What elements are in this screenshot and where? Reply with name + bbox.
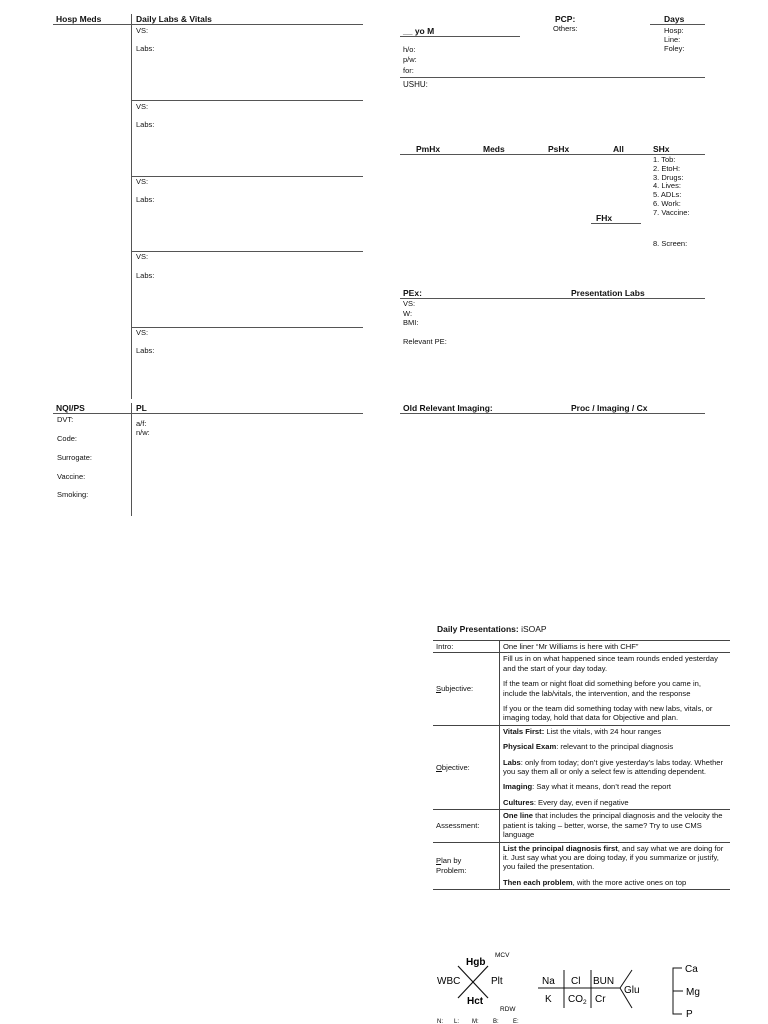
others-label: Others: — [553, 24, 578, 33]
code-label: Code: — [57, 434, 78, 443]
pl-header: PL — [136, 403, 147, 413]
header-rule — [53, 24, 363, 25]
meds-header: Meds — [483, 144, 505, 154]
shx-screen: 8. Screen: — [653, 239, 688, 248]
relevant-pe-label: Relevant PE: — [403, 337, 447, 346]
plan-label-line1: Plan by — [436, 856, 462, 866]
cultures-text: : Every day, even if negative — [533, 797, 629, 807]
presentation-labs-header: Presentation Labs — [571, 288, 645, 298]
table-row-intro — [433, 641, 730, 653]
diff-b: B: — [493, 1019, 499, 1024]
objective-label: Objective: — [433, 725, 500, 809]
glu-label: Glu — [624, 985, 640, 996]
day-divider-1 — [131, 100, 363, 101]
isoap-title — [437, 624, 547, 634]
plan-p2 — [503, 878, 727, 887]
af-label: a/f: — [136, 419, 147, 428]
table-row-plan — [433, 842, 730, 890]
shx-header: SHx — [653, 144, 670, 154]
isoap-title-rest: iSOAP — [518, 624, 547, 634]
pex-header: PEx: — [403, 288, 422, 298]
labs-label-day4: Labs: — [136, 271, 155, 280]
hct-label: Hct — [467, 996, 484, 1007]
intro-text: One liner “Mr Williams is here with CHF” — [500, 641, 731, 653]
labs-text: : only from today; don’t give yesterday’s labs today. Whether you say them all or only a select few is attending dependent. — [503, 757, 724, 777]
labs-label-day3: Labs: — [136, 195, 155, 204]
diff-n: N: — [437, 1019, 443, 1024]
one-line-bold: One line — [503, 811, 533, 821]
assessment-cell — [500, 810, 731, 842]
nqi-rule — [53, 413, 363, 414]
p-label: P — [686, 1009, 693, 1020]
labs-label-day5: Labs: — [136, 346, 155, 355]
shx-work: 6. Work: — [653, 198, 681, 208]
for-label: for: — [403, 66, 414, 75]
cl-label: Cl — [571, 976, 581, 987]
each-problem-bold: Then each problem — [503, 877, 573, 887]
k-label: K — [545, 994, 552, 1005]
pcp-header: PCP: — [555, 14, 576, 24]
pshx-header: PsHx — [548, 144, 570, 154]
cr-label: Cr — [595, 994, 606, 1005]
daily-labs-vitals-header: Daily Labs & Vitals — [136, 14, 212, 24]
plan-label — [433, 842, 500, 890]
labs-bold: Labs — [503, 757, 521, 767]
day-divider-2 — [131, 176, 363, 177]
principal-dx-bold: List the principal diagnosis first — [503, 843, 618, 853]
subjective-p3: If you or the team did something today with new labs, vitals, or imaging today, hold that data for Objective and plan. — [503, 704, 713, 723]
vs-label-day3: VS: — [136, 177, 149, 186]
rdw-label: RDW — [500, 1006, 516, 1013]
pw-label: p/w: — [403, 55, 417, 64]
imaging-rule — [400, 413, 705, 414]
days-foley: Foley: — [664, 44, 685, 53]
objective-labs — [503, 758, 727, 777]
imaging-bold: Imaging — [503, 782, 533, 792]
plan-label-line2: Problem: — [436, 865, 467, 875]
labs-label-day2: Labs: — [136, 120, 155, 129]
pmhx-header: PmHx — [416, 144, 441, 154]
principal-dx-text: , and say what we are doing for it. Just say what you are doing today, if you summarize or justify, you failed the presentation. — [503, 843, 724, 872]
table-row-assessment — [433, 810, 730, 842]
diff-e: E: — [513, 1019, 519, 1024]
imaging-text: : Say what it means, don’t read the report — [532, 782, 671, 792]
plan-p1 — [503, 844, 727, 872]
days-rule — [650, 24, 705, 25]
pex-bmi: BMI: — [403, 318, 419, 327]
shx-list — [653, 156, 690, 218]
objective-vitals — [503, 727, 727, 736]
diff-m: M: — [472, 1019, 479, 1024]
lab-fishbone-diagrams — [430, 948, 730, 1024]
hosp-meds-header: Hosp Meds — [56, 14, 102, 24]
hgb-label: Hgb — [466, 957, 486, 968]
days-header: Days — [664, 14, 685, 24]
vs-label-day1: VS: — [136, 26, 149, 35]
day-divider-4 — [131, 327, 363, 328]
pex-rule — [400, 298, 705, 299]
shx-vaccine: 7. Vaccine: — [653, 207, 690, 217]
hpi-rule — [400, 77, 705, 78]
isoap-table — [433, 640, 730, 890]
wbc-label: WBC — [437, 976, 461, 987]
nw-label: n/w: — [136, 428, 150, 437]
ca-label: Ca — [685, 964, 698, 975]
isoap-title-bold: Daily Presentations: — [437, 624, 519, 634]
column-divider — [131, 14, 132, 399]
mg-label: Mg — [686, 987, 700, 998]
subjective-label: Subjective: — [433, 653, 500, 725]
nqi-column-divider — [131, 403, 132, 516]
days-hosp: Hosp: — [664, 26, 684, 35]
old-imaging-header: Old Relevant Imaging: — [403, 403, 493, 413]
shx-drugs: 3. Drugs: — [653, 172, 684, 182]
vs-label-day2: VS: — [136, 102, 149, 111]
vitals-first-text: List the vitals, with 24 hour ranges — [544, 726, 662, 736]
shx-etoh: 2. EtoH: — [653, 163, 681, 173]
each-problem-text: , with the more active ones on top — [572, 877, 687, 887]
age-sex-field: __ yo M — [403, 26, 435, 36]
co2-label: $CO_2$ — [568, 994, 587, 1006]
vs-label-day4: VS: — [136, 252, 149, 261]
one-line-text: that includes the principal diagnosis and the velocity the patient is taking – better, worse, the same? Try to use CMS language — [503, 811, 723, 840]
objective-cultures — [503, 798, 727, 807]
day-divider-3 — [131, 251, 363, 252]
nqi-ps-header: NQI/PS — [56, 403, 85, 413]
dvt-label: DVT: — [57, 415, 74, 424]
physical-exam-bold: Physical Exam — [503, 742, 557, 752]
labs-label-day1: Labs: — [136, 44, 155, 53]
subjective-p1: Fill us in on what happened since team rounds ended yesterday and the start of your day today. — [503, 654, 718, 673]
objective-cell — [500, 725, 731, 809]
days-line: Line: — [664, 35, 681, 44]
surrogate-label: Surrogate: — [57, 453, 93, 462]
pex-weight: W: — [403, 309, 413, 318]
allergies-header: All — [613, 144, 624, 154]
objective-imaging — [503, 782, 727, 791]
cultures-bold: Cultures — [503, 797, 534, 807]
plt-label: Plt — [491, 976, 503, 987]
assessment-text — [503, 811, 727, 839]
fhx-rule — [591, 223, 641, 224]
proc-imaging-header: Proc / Imaging / Cx — [571, 403, 648, 413]
fhx-header: FHx — [596, 213, 613, 223]
intro-label: Intro: — [433, 641, 500, 653]
ushu-label: USHU: — [403, 80, 428, 89]
ho-label: h/o: — [403, 45, 416, 54]
diff-l: L: — [454, 1019, 460, 1024]
table-row-objective — [433, 725, 730, 809]
shx-adls: 5. ADLs: — [653, 190, 682, 200]
na-label: Na — [542, 976, 555, 987]
assessment-label: Assessment: — [433, 810, 500, 842]
shx-tob: 1. Tob: — [653, 155, 676, 164]
shx-lives: 4. Lives: — [653, 181, 681, 191]
plan-cell — [500, 842, 731, 890]
vitals-first-bold: Vitals First: — [503, 726, 545, 736]
smoking-label: Smoking: — [57, 490, 89, 499]
physical-exam-text: : relevant to the principal diagnosis — [556, 742, 674, 752]
mcv-label: MCV — [495, 952, 510, 959]
subjective-p2: If the team or night float did something before you came in, include the lab/vitals, the intervention, and the response — [503, 679, 701, 698]
subjective-cell — [500, 653, 731, 725]
bun-label: BUN — [593, 976, 615, 987]
age-rule — [400, 36, 520, 37]
vs-label-day5: VS: — [136, 328, 149, 337]
objective-exam — [503, 742, 727, 751]
vaccine-label: Vaccine: — [57, 472, 86, 481]
pex-vs: VS: — [403, 299, 416, 308]
table-row-subjective — [433, 653, 730, 725]
